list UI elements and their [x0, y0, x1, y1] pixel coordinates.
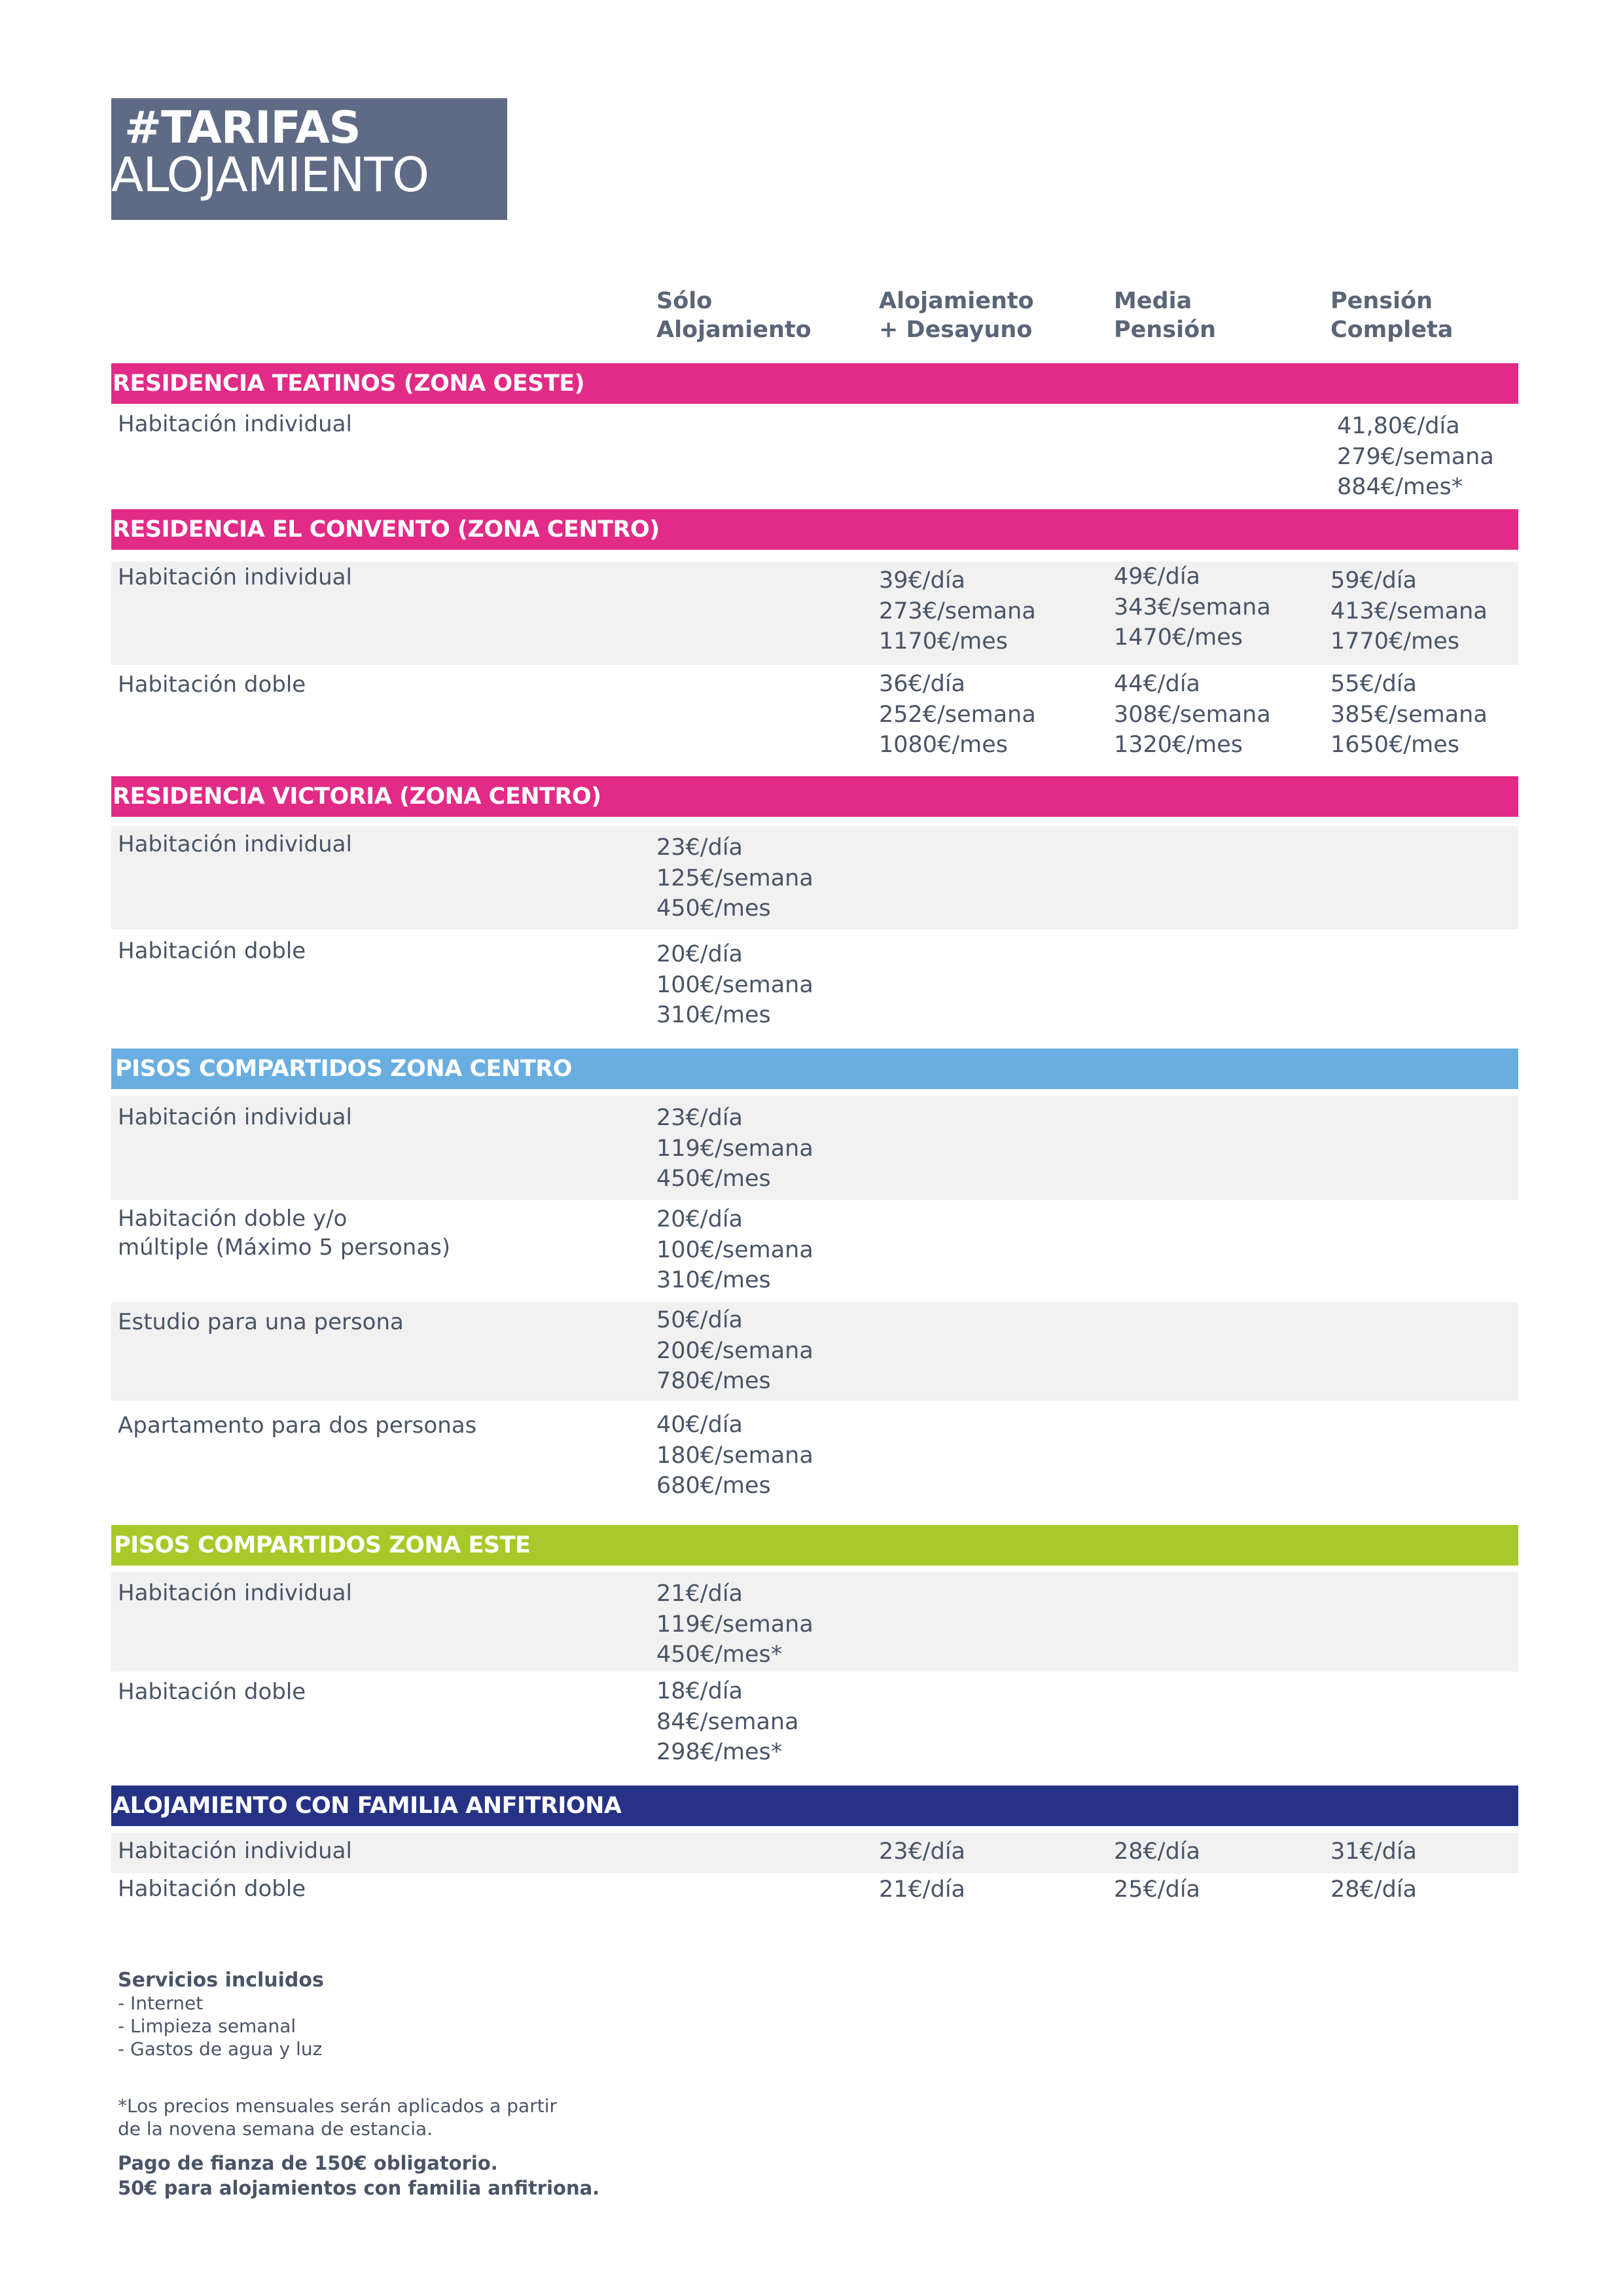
- price-pension-completa: 59€/día 413€/semana 1770€/mes: [1330, 567, 1488, 655]
- price-solo-alojamiento: 21€/día 119€/semana 450€/mes*: [656, 1581, 813, 1668]
- row-label: Habitación individual: [118, 1838, 352, 1864]
- price-solo-alojamiento: 18€/día 84€/semana 298€/mes*: [656, 1678, 799, 1765]
- row-label: Habitación individual: [118, 564, 352, 590]
- row-label: Habitación doble y/o múltiple (Máximo 5 personas): [118, 1206, 451, 1261]
- price-alojamiento-desayuno: 39€/día 273€/semana 1170€/mes: [879, 567, 1036, 655]
- price-media-pension: 25€/día: [1114, 1876, 1200, 1903]
- price-pension-completa: 41,80€/día 279€/semana 884€/mes*: [1337, 413, 1494, 500]
- section-header-pisos-zona-centro: PISOS COMPARTIDOS ZONA CENTRO: [111, 1049, 1518, 1089]
- table-row: [111, 1674, 1518, 1772]
- service-item: - Gastos de agua y luz: [118, 2038, 323, 2060]
- page-title: #TARIFAS: [124, 102, 361, 154]
- table-row: [111, 826, 1518, 929]
- price-solo-alojamiento: 20€/día 100€/semana 310€/mes: [656, 941, 813, 1028]
- column-header-media-pension: Media Pensión: [1114, 288, 1217, 343]
- table-row: [111, 1406, 1518, 1504]
- price-solo-alojamiento: 23€/día 125€/semana 450€/mes: [656, 834, 813, 922]
- price-media-pension: 44€/día 308€/semana 1320€/mes: [1114, 671, 1271, 758]
- row-label: Habitación doble: [118, 1876, 306, 1902]
- table-row: [111, 406, 1518, 504]
- services-title: Servicios incluidos: [118, 1969, 324, 1992]
- column-header-solo-alojamiento: Sólo Alojamiento: [656, 288, 812, 343]
- table-row: [111, 1833, 1518, 1873]
- section-header-pisos-zona-este: PISOS COMPARTIDOS ZONA ESTE: [111, 1525, 1518, 1566]
- table-row: [111, 1202, 1518, 1303]
- price-media-pension: 28€/día: [1114, 1839, 1200, 1865]
- price-media-pension: 49€/día 343€/semana 1470€/mes: [1114, 564, 1271, 651]
- price-pension-completa: 28€/día: [1330, 1876, 1417, 1903]
- table-row: [111, 562, 1518, 665]
- price-solo-alojamiento: 20€/día 100€/semana 310€/mes: [656, 1206, 813, 1293]
- service-item: - Limpieza semanal: [118, 2015, 296, 2037]
- table-row: [111, 666, 1518, 770]
- row-label: Habitación individual: [118, 1104, 352, 1130]
- service-item: - Internet: [118, 1992, 204, 2014]
- table-row: [111, 1572, 1518, 1672]
- row-label: Habitación individual: [118, 1580, 352, 1606]
- column-header-pension-completa: Pensión Completa: [1330, 288, 1454, 343]
- price-pension-completa: 31€/día: [1330, 1839, 1417, 1865]
- row-label: Habitación doble: [118, 1679, 306, 1705]
- price-solo-alojamiento: 23€/día 119€/semana 450€/mes: [656, 1105, 813, 1192]
- title-box: [111, 98, 507, 220]
- table-row: [111, 1302, 1518, 1401]
- section-header-residencia-teatinos: RESIDENCIA TEATINOS (ZONA OESTE): [111, 363, 1518, 404]
- page-subtitle: ALOJAMIENTO: [111, 147, 429, 202]
- deposit-note: Pago de fianza de 150€ obligatorio. 50€ para alojamientos con familia anfitriona.: [118, 2152, 600, 2199]
- row-label: Habitación individual: [118, 831, 352, 857]
- row-label: Habitación doble: [118, 938, 306, 964]
- table-row: [111, 1096, 1518, 1200]
- price-alojamiento-desayuno: 23€/día: [879, 1839, 965, 1865]
- price-solo-alojamiento: 50€/día 200€/semana 780€/mes: [656, 1307, 813, 1394]
- price-solo-alojamiento: 40€/día 180€/semana 680€/mes: [656, 1412, 813, 1499]
- section-header-residencia-el-convento: RESIDENCIA EL CONVENTO (ZONA CENTRO): [111, 509, 1518, 550]
- price-pension-completa: 55€/día 385€/semana 1650€/mes: [1330, 671, 1488, 758]
- section-header-residencia-victoria: RESIDENCIA VICTORIA (ZONA CENTRO): [111, 776, 1518, 817]
- row-label: Habitación doble: [118, 672, 306, 698]
- monthly-price-note: *Los precios mensuales serán aplicados a partir de la novena semana de estancia.: [118, 2095, 557, 2140]
- row-label: Estudio para una persona: [118, 1309, 404, 1335]
- section-header-familia-anfitriona: ALOJAMIENTO CON FAMILIA ANFITRIONA: [111, 1785, 1518, 1826]
- table-row: [111, 1873, 1518, 1912]
- price-alojamiento-desayuno: 36€/día 252€/semana 1080€/mes: [879, 671, 1036, 758]
- price-alojamiento-desayuno: 21€/día: [879, 1876, 965, 1903]
- row-label: Apartamento para dos personas: [118, 1412, 477, 1439]
- services-included: [118, 1969, 324, 2060]
- column-header-alojamiento-desayuno: Alojamiento + Desayuno: [879, 288, 1034, 343]
- table-row: [111, 933, 1518, 1036]
- row-label: Habitación individual: [118, 411, 352, 437]
